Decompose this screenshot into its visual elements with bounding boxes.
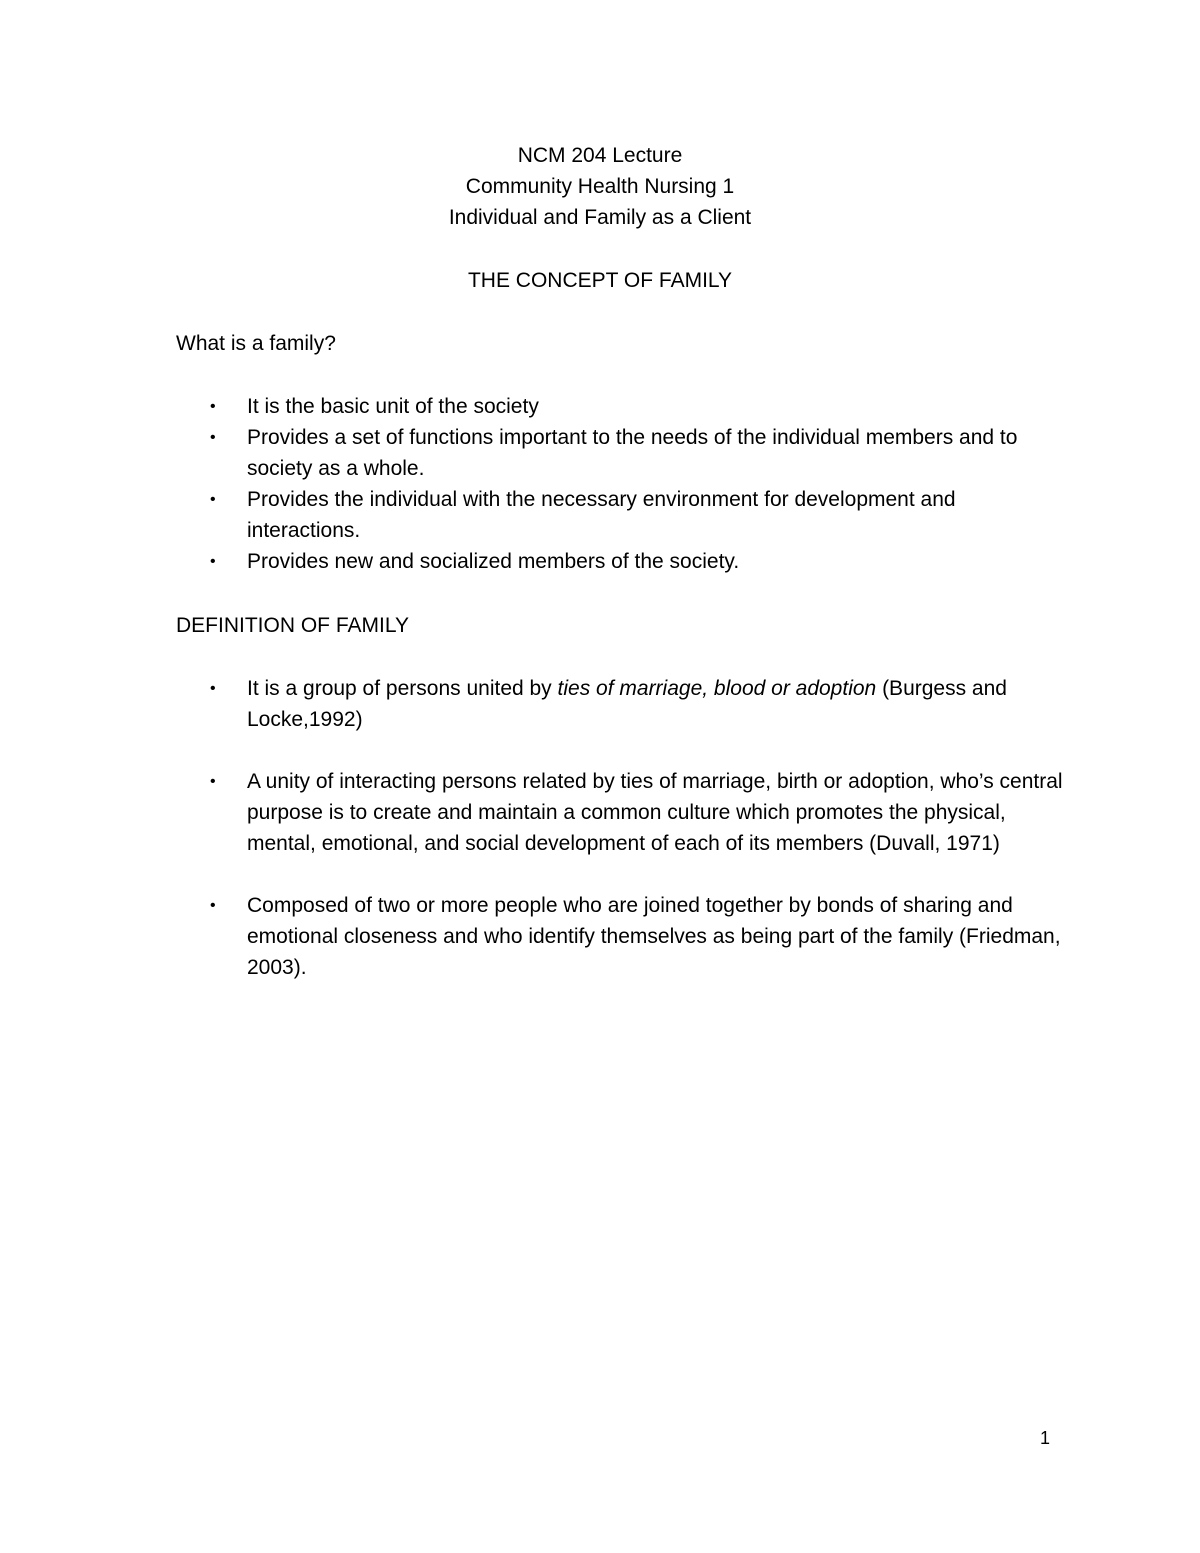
lecture-topic: Individual and Family as a Client [448, 206, 752, 229]
bullet-icon: • [210, 897, 216, 914]
bullet-icon: • [210, 429, 216, 446]
list-item-text: Provides a set of functions important to the needs of the individual members and to society as a whole. [247, 426, 1018, 480]
list-item [176, 766, 1066, 859]
list-item-text: Composed of two or more people who are joined together by bonds of sharing and emotional closeness and who identify themselves as being part of the family (Friedman, 2003). [247, 894, 1061, 979]
list-item-text: Provides new and socialized members of the society. [247, 550, 740, 573]
question-heading: What is a family? [176, 332, 336, 355]
list-item [176, 673, 1066, 735]
bullet-icon: • [210, 553, 216, 570]
document-header [0, 140, 1200, 233]
list-item [176, 890, 1066, 983]
list-item-text: It is the basic unit of the society [247, 395, 539, 418]
concept-list [176, 391, 1066, 577]
bullet-icon: • [210, 773, 216, 790]
bullet-icon: • [210, 680, 216, 697]
list-item-text: Provides the individual with the necessary environment for development and interactions. [247, 488, 956, 542]
list-item [176, 484, 1066, 546]
definition-list [176, 673, 1066, 1014]
course-code: NCM 204 Lecture [517, 144, 683, 167]
definition-citation: (Burgess and Locke,1992) [247, 677, 1007, 731]
bullet-icon: • [210, 491, 216, 508]
definition-emphasis: ties of marriage, blood or adoption [557, 677, 877, 700]
list-item-text: A unity of interacting persons related by ties of marriage, birth or adoption, who’s central purpose is to create and maintain a common culture which promotes the physical, mental, emotional, and social development of each of its members (Duvall, 1971) [247, 770, 1063, 855]
page-number: 1 [1040, 1428, 1051, 1448]
course-title: Community Health Nursing 1 [465, 175, 735, 198]
list-item [176, 546, 1066, 577]
definition-prefix: It is a group of persons united by [247, 677, 558, 700]
definition-section-title: DEFINITION OF FAMILY [176, 614, 409, 637]
list-item [176, 422, 1066, 484]
bullet-icon: • [210, 398, 216, 415]
list-item [176, 391, 1066, 422]
concept-section-title: THE CONCEPT OF FAMILY [467, 269, 733, 292]
